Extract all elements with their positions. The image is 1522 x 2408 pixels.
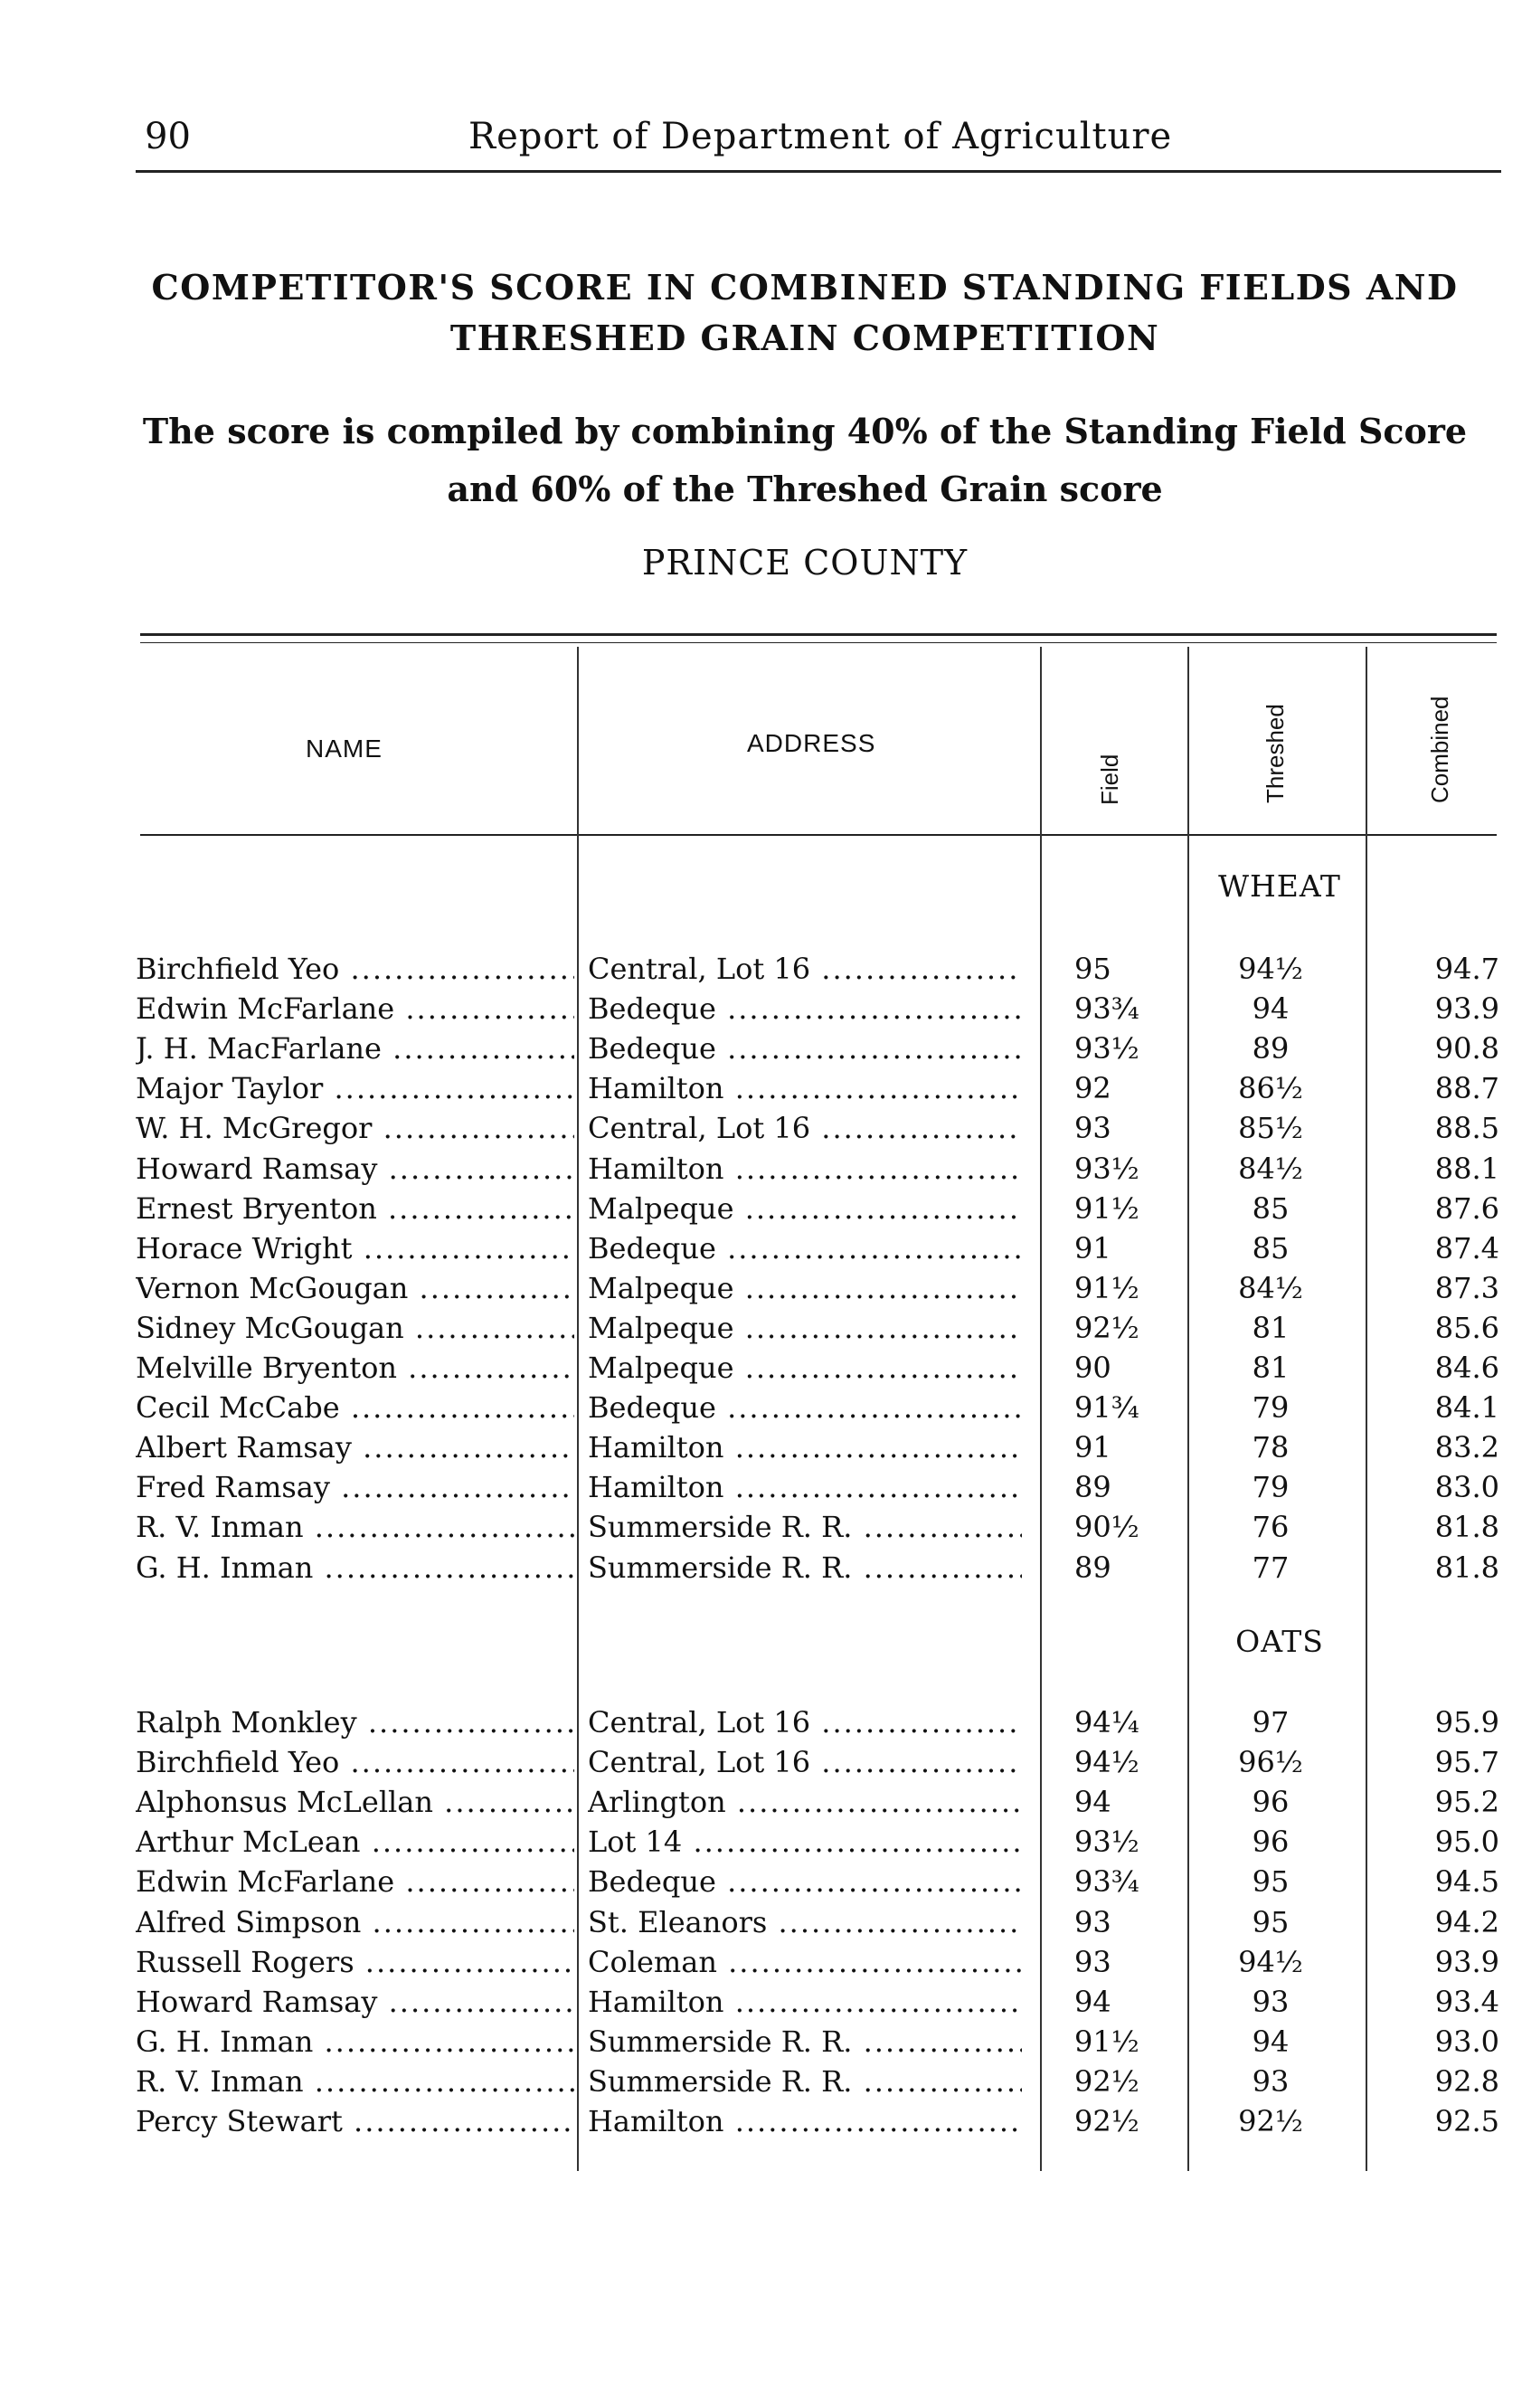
combined-score-cell: 81.8 [1434, 1550, 1499, 1585]
combined-score-cell: 95.9 [1434, 1705, 1499, 1740]
table-row [0, 1152, 1522, 1191]
address-cell: Bedeque ..... [588, 1390, 1022, 1425]
field-score-cell: 90 [1074, 1351, 1111, 1385]
field-score-cell: 91½ [1074, 1270, 1139, 1305]
threshed-score-cell: 85 [1252, 1230, 1290, 1266]
name-cell: Alfred Simpson ..... [136, 1905, 574, 1939]
combined-score-cell: 87.4 [1434, 1230, 1499, 1266]
address-cell: Central, Lot 16 ..... [588, 952, 1022, 986]
name-cell: Vernon McGougan ..... [136, 1271, 574, 1305]
field-score-cell: 90½ [1074, 1510, 1139, 1545]
table-top-rule [140, 633, 1497, 636]
address-cell: Malpeque ..... [588, 1351, 1022, 1385]
combined-score-cell: 88.1 [1434, 1151, 1499, 1186]
name-cell: Howard Ramsay ..... [136, 1152, 574, 1186]
threshed-score-cell: 81 [1252, 1310, 1290, 1345]
table-row [0, 1550, 1522, 1590]
table-row [0, 1430, 1522, 1470]
threshed-score-cell: 94½ [1238, 1944, 1303, 1979]
combined-score-cell: 88.7 [1434, 1071, 1499, 1106]
threshed-score-cell: 96 [1252, 1785, 1290, 1820]
combined-score-cell: 87.3 [1434, 1270, 1499, 1305]
threshed-score-cell: 84½ [1238, 1270, 1303, 1305]
combined-score-cell: 94.5 [1434, 1864, 1499, 1900]
threshed-score-cell: 78 [1252, 1430, 1290, 1465]
address-cell: Summerside R. R. ..... [588, 1510, 1022, 1544]
table-header-rule [140, 834, 1497, 836]
threshed-score-cell: 95 [1252, 1904, 1290, 1939]
field-score-cell: 93 [1074, 1111, 1111, 1146]
field-score-cell: 91½ [1074, 1190, 1139, 1226]
threshed-score-cell: 77 [1252, 1550, 1290, 1585]
table-row [0, 1510, 1522, 1550]
field-score-cell: 91 [1074, 1230, 1111, 1266]
table-row [0, 1985, 1522, 2024]
column-header-combined: Combined [1426, 696, 1453, 803]
name-cell: Major Taylor ..... [136, 1071, 574, 1105]
field-score-cell: 93½ [1074, 1825, 1139, 1860]
field-score-cell: 93¾ [1074, 991, 1139, 1027]
table-row [0, 1745, 1522, 1785]
address-cell: Malpeque ..... [588, 1191, 1022, 1226]
document-subtitle [136, 403, 1474, 518]
threshed-score-cell: 95 [1252, 1864, 1290, 1900]
table-row [0, 1271, 1522, 1311]
combined-score-cell: 84.6 [1434, 1351, 1499, 1385]
table-row [0, 2104, 1522, 2144]
address-cell: Summerside R. R. ..... [588, 1550, 1022, 1585]
table-row [0, 2024, 1522, 2064]
field-score-cell: 92½ [1074, 1310, 1139, 1345]
threshed-score-cell: 94 [1252, 991, 1290, 1027]
section-label-wheat: WHEAT [1218, 868, 1341, 904]
combined-score-cell: 94.2 [1434, 1904, 1499, 1939]
threshed-score-cell: 94½ [1238, 952, 1303, 986]
column-header-name: NAME [306, 735, 383, 763]
field-score-cell: 92½ [1074, 2063, 1139, 2099]
table-row [0, 991, 1522, 1031]
combined-score-cell: 92.8 [1434, 2063, 1499, 2099]
address-cell: Summerside R. R. ..... [588, 2064, 1022, 2099]
threshed-score-cell: 86½ [1238, 1071, 1303, 1106]
combined-score-cell: 95.7 [1434, 1745, 1499, 1780]
threshed-score-cell: 96 [1252, 1825, 1290, 1860]
combined-score-cell: 83.0 [1434, 1470, 1499, 1505]
table-row [0, 1191, 1522, 1231]
address-cell: Coleman ..... [588, 1945, 1022, 1979]
address-cell: Bedeque ..... [588, 1231, 1022, 1266]
table-row [0, 1231, 1522, 1271]
name-cell: Fred Ramsay ..... [136, 1470, 574, 1504]
combined-score-cell: 81.8 [1434, 1510, 1499, 1545]
page-number: 90 [145, 116, 191, 157]
combined-score-cell: 95.0 [1434, 1825, 1499, 1860]
column-header-address: ADDRESS [747, 729, 876, 757]
name-cell: W. H. McGregor ..... [136, 1111, 574, 1145]
title-line-2: THRESHED GRAIN COMPETITION [449, 318, 1160, 358]
combined-score-cell: 85.6 [1434, 1310, 1499, 1345]
name-cell: Ernest Bryenton ..... [136, 1191, 574, 1226]
threshed-score-cell: 76 [1252, 1510, 1290, 1545]
table-row [0, 1785, 1522, 1825]
threshed-score-cell: 79 [1252, 1390, 1290, 1426]
address-cell: Bedeque ..... [588, 1031, 1022, 1066]
field-score-cell: 94 [1074, 1984, 1111, 2019]
field-score-cell: 93 [1074, 1944, 1111, 1979]
name-cell: Percy Stewart ..... [136, 2104, 574, 2138]
field-score-cell: 93 [1074, 1904, 1111, 1939]
name-cell: Alphonsus McLellan ..... [136, 1785, 574, 1819]
table-row [0, 1111, 1522, 1151]
field-score-cell: 91¾ [1074, 1390, 1139, 1426]
table-row [0, 1311, 1522, 1351]
field-score-cell: 89 [1074, 1470, 1111, 1505]
name-cell: Arthur McLean ..... [136, 1825, 574, 1859]
combined-score-cell: 88.5 [1434, 1111, 1499, 1146]
address-cell: Bedeque ..... [588, 1864, 1022, 1899]
threshed-score-cell: 93 [1252, 1984, 1290, 2019]
name-cell: Ralph Monkley ..... [136, 1705, 574, 1740]
threshed-score-cell: 93 [1252, 2063, 1290, 2099]
table-row [0, 952, 1522, 991]
address-cell: Malpeque ..... [588, 1271, 1022, 1305]
address-cell: Central, Lot 16 ..... [588, 1111, 1022, 1145]
table-row [0, 1351, 1522, 1390]
name-cell: R. V. Inman ..... [136, 1510, 574, 1544]
title-line-1: COMPETITOR'S SCORE IN COMBINED STANDING FIELDS AND [151, 267, 1459, 308]
address-cell: Malpeque ..... [588, 1311, 1022, 1345]
combined-score-cell: 87.6 [1434, 1190, 1499, 1226]
address-cell: Lot 14 ..... [588, 1825, 1022, 1859]
field-score-cell: 92½ [1074, 2104, 1139, 2138]
table-row [0, 1071, 1522, 1111]
table-row [0, 1945, 1522, 1985]
table-row [0, 1905, 1522, 1945]
field-score-cell: 89 [1074, 1550, 1111, 1585]
name-cell: Horace Wright ..... [136, 1231, 574, 1266]
combined-score-cell: 84.1 [1434, 1390, 1499, 1426]
name-cell: G. H. Inman ..... [136, 1550, 574, 1585]
name-cell: Birchfield Yeo ..... [136, 1745, 574, 1779]
name-cell: Sidney McGougan ..... [136, 1311, 574, 1345]
name-cell: Russell Rogers ..... [136, 1945, 574, 1979]
address-cell: Hamilton ..... [588, 1430, 1022, 1465]
subtitle-line-1: The score is compiled by combining 40% of the Standing Field Score [142, 411, 1468, 451]
combined-score-cell: 83.2 [1434, 1430, 1499, 1465]
document-title [136, 262, 1474, 364]
threshed-score-cell: 85½ [1238, 1111, 1303, 1146]
name-cell: G. H. Inman ..... [136, 2024, 574, 2059]
address-cell: Hamilton ..... [588, 1470, 1022, 1504]
table-row [0, 1864, 1522, 1904]
address-cell: Bedeque ..... [588, 991, 1022, 1026]
threshed-score-cell: 94 [1252, 2024, 1290, 2059]
name-cell: J. H. MacFarlane ..... [136, 1031, 574, 1066]
threshed-score-cell: 79 [1252, 1470, 1290, 1505]
combined-score-cell: 95.2 [1434, 1785, 1499, 1820]
address-cell: Hamilton ..... [588, 2104, 1022, 2138]
combined-score-cell: 92.5 [1434, 2104, 1499, 2138]
name-cell: Edwin McFarlane ..... [136, 991, 574, 1026]
field-score-cell: 94¼ [1074, 1705, 1139, 1740]
threshed-score-cell: 81 [1252, 1351, 1290, 1385]
threshed-score-cell: 84½ [1238, 1151, 1303, 1186]
combined-score-cell: 94.7 [1434, 952, 1499, 986]
address-cell: Arlington ..... [588, 1785, 1022, 1819]
name-cell: R. V. Inman ..... [136, 2064, 574, 2099]
threshed-score-cell: 89 [1252, 1031, 1290, 1067]
address-cell: Hamilton ..... [588, 1071, 1022, 1105]
field-score-cell: 93½ [1074, 1031, 1139, 1067]
column-header-threshed: Threshed [1262, 704, 1289, 803]
subtitle-line-2: and 60% of the Threshed Grain score [447, 469, 1163, 509]
field-score-cell: 93¾ [1074, 1864, 1139, 1900]
table-row [0, 2064, 1522, 2104]
combined-score-cell: 90.8 [1434, 1031, 1499, 1067]
field-score-cell: 91½ [1074, 2024, 1139, 2059]
column-header-field: Field [1096, 754, 1123, 805]
threshed-score-cell: 85 [1252, 1190, 1290, 1226]
table-row [0, 1705, 1522, 1745]
page-header [136, 116, 1501, 173]
field-score-cell: 93½ [1074, 1151, 1139, 1186]
running-title: Report of Department of Agriculture [468, 116, 1173, 157]
county-heading: PRINCE COUNTY [641, 543, 969, 583]
table-row [0, 1825, 1522, 1864]
table-row [0, 1470, 1522, 1510]
name-cell: Albert Ramsay ..... [136, 1430, 574, 1465]
table-top-rule-thin [140, 642, 1497, 643]
threshed-score-cell: 96½ [1238, 1745, 1303, 1780]
section-label-oats: OATS [1235, 1624, 1324, 1659]
table-row [0, 1390, 1522, 1430]
address-cell: Hamilton ..... [588, 1985, 1022, 2019]
table-row [0, 1031, 1522, 1071]
field-score-cell: 91 [1074, 1430, 1111, 1465]
name-cell: Edwin McFarlane ..... [136, 1864, 574, 1899]
combined-score-cell: 93.9 [1434, 1944, 1499, 1979]
field-score-cell: 94 [1074, 1785, 1111, 1820]
field-score-cell: 95 [1074, 952, 1111, 986]
name-cell: Howard Ramsay ..... [136, 1985, 574, 2019]
address-cell: Central, Lot 16 ..... [588, 1745, 1022, 1779]
address-cell: Hamilton ..... [588, 1152, 1022, 1186]
threshed-score-cell: 97 [1252, 1705, 1290, 1740]
address-cell: St. Eleanors ..... [588, 1905, 1022, 1939]
combined-score-cell: 93.9 [1434, 991, 1499, 1027]
name-cell: Melville Bryenton ..... [136, 1351, 574, 1385]
field-score-cell: 92 [1074, 1071, 1111, 1106]
address-cell: Central, Lot 16 ..... [588, 1705, 1022, 1740]
threshed-score-cell: 92½ [1238, 2104, 1303, 2138]
name-cell: Cecil McCabe ..... [136, 1390, 574, 1425]
combined-score-cell: 93.0 [1434, 2024, 1499, 2059]
name-cell: Birchfield Yeo ..... [136, 952, 574, 986]
combined-score-cell: 93.4 [1434, 1984, 1499, 2019]
field-score-cell: 94½ [1074, 1745, 1139, 1780]
address-cell: Summerside R. R. ..... [588, 2024, 1022, 2059]
